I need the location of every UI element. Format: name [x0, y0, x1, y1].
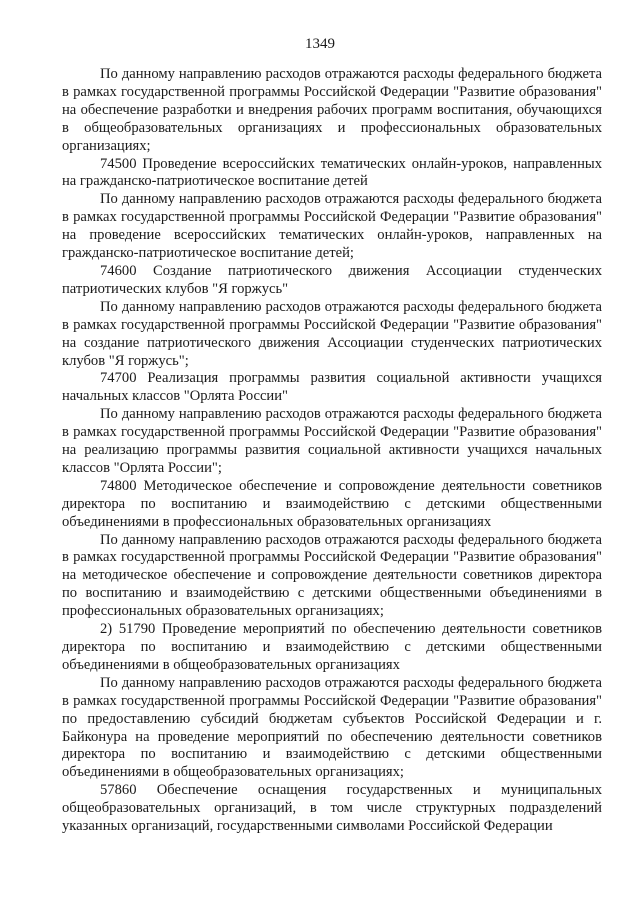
paragraph: По данному направлению расходов отражаются расходы федерального бюджета в рамках государственной программы Российской Федерации "Развитие образования" на реализацию программы развития социальной активности учащихся начальных классов "Орлята России";: [62, 406, 602, 476]
section-heading: 2) 51790 Проведение мероприятий по обеспечению деятельности советников директора по воспитанию и взаимодействию с детскими общественными объединениями в общеобразовательных организациях: [62, 621, 602, 673]
section-heading: 74700 Реализация программы развития социальной активности учащихся начальных классов "Орлята России": [62, 370, 602, 405]
paragraph: По данному направлению расходов отражаются расходы федерального бюджета в рамках государственной программы Российской Федерации "Развитие образования" на методическое обеспечение и сопровождение деятельности советников директора по воспитанию и взаимодействию с детскими общественными объединениями в профессиональных образовательных организациях;: [62, 531, 602, 620]
paragraph: По данному направлению расходов отражаются расходы федерального бюджета в рамках государственной программы Российской Федерации "Развитие образования" по предоставлению субсидий бюджетам субъектов Российской Федерации и г. Байконура на проведение мероприятий по обеспечению деятельности советников директора по воспитанию и взаимодействию с детскими общественными объединениями в общеобразовательных организациях;: [62, 674, 602, 781]
section-heading: 74800 Методическое обеспечение и сопровождение деятельности советников директора по воспитанию и взаимодействию с детскими общественными объединениями в профессиональных образовательных организациях: [62, 477, 602, 530]
paragraph: По данному направлению расходов отражаются расходы федерального бюджета в рамках государственной программы Российской Федерации "Развитие образования" на проведение всероссийских тематических онлайн-уроков, направленных на гражданско-патриотическое воспитание детей;: [62, 191, 602, 262]
section-heading: 74600 Создание патриотического движения Ассоциации студенческих патриотических клубов "Я горжусь": [62, 262, 602, 297]
page-number: 1349: [305, 36, 335, 52]
section-heading: 74500 Проведение всероссийских тематических онлайн-уроков, направленных на гражданско-патриотическое воспитание детей: [62, 155, 602, 190]
section-heading: 57860 Обеспечение оснащения государственных и муниципальных общеобразовательных организаций, в том числе структурных подразделений указанных организаций, государственными символами Российской Федерации: [62, 782, 602, 835]
document-body: [62, 66, 602, 836]
paragraph: По данному направлению расходов отражаются расходы федерального бюджета в рамках государственной программы Российской Федерации "Развитие образования" на обеспечение разработки и внедрения рабочих программ воспитания, обучающихся в общеобразовательных организациях и профессиональных образовательных организациях;: [62, 66, 602, 154]
paragraph: По данному направлению расходов отражаются расходы федерального бюджета в рамках государственной программы Российской Федерации "Развитие образования" на создание патриотического движения Ассоциации студенческих патриотических клубов "Я горжусь";: [62, 298, 602, 369]
